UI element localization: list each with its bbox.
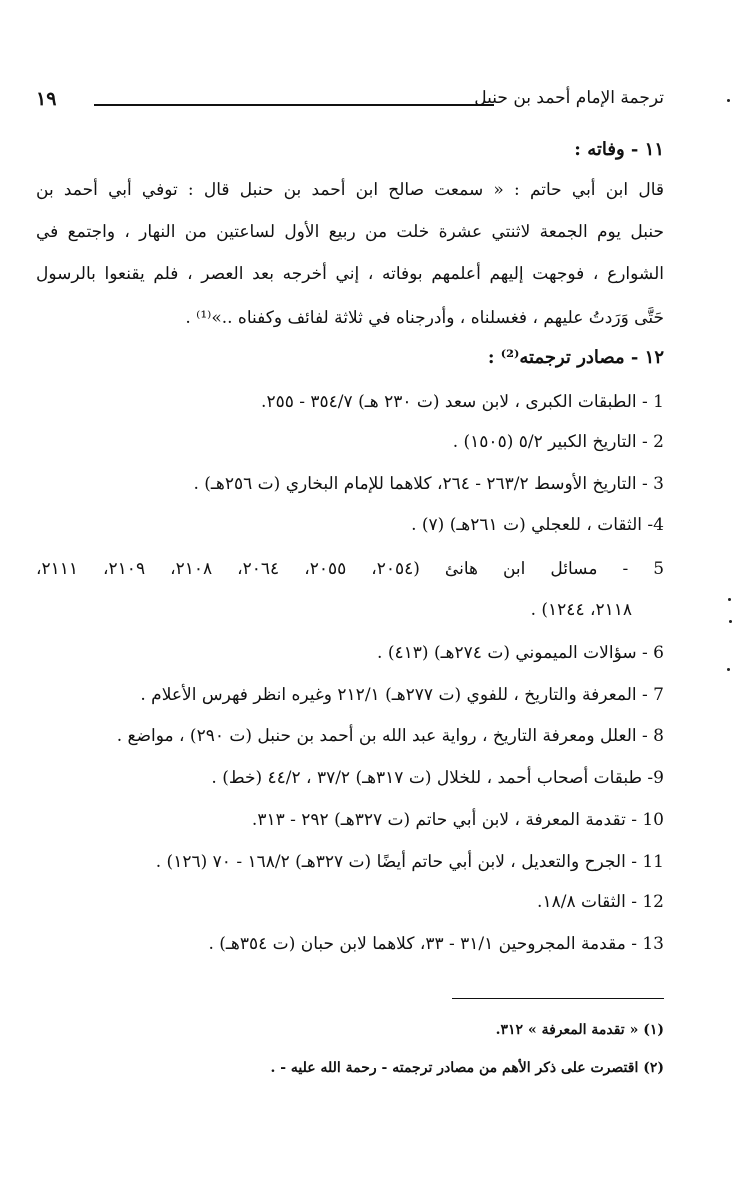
source-item: 4- الثقات ، للعجلي (ت ٢٦١هـ) (٧) . xyxy=(411,515,664,535)
source-item: 13 - مقدمة المجروحين ٣١/١ - ٣٣، كلاهما لابن حبان (ت ٣٥٤هـ) . xyxy=(208,934,664,954)
source-item: 5 - مسائل ابن هانئ (٢٠٥٤، ٢٠٥٥، ٢٠٦٤، ٢١٠٨، ٢١٠٩، ٢١١١، xyxy=(36,559,665,579)
source-item: 1 - الطبقات الكبرى ، لابن سعد (ت ٢٣٠ هـ) ٣٥٤/٧ - ٢٥٥. xyxy=(261,392,664,412)
source-item: 6 - سؤالات الميموني (ت ٢٧٤هـ) (٤١٣) . xyxy=(377,643,664,663)
section-11-line: حنبل يوم الجمعة لاثنتي عشرة خلت من ربيع الأول لساعتين من النهار ، واجتمع في xyxy=(36,222,664,242)
page-number: ١٩ xyxy=(36,88,57,110)
source-item: 9- طبقات أصحاب أحمد ، للخلال (ت ٣١٧هـ) ٣٧/٢ ، ٤٤/٢ (خط) . xyxy=(211,768,664,788)
section-11-heading: ١١ - وفاته : xyxy=(574,139,664,160)
section-11-line: قال ابن أبي حاتم : « سمعت صالح ابن أحمد بن حنبل قال : توفي أبي أحمد بن xyxy=(36,180,664,200)
source-item-continuation: ٢١١٨، ١٢٤٤) . xyxy=(530,600,632,620)
header-rule xyxy=(94,104,494,106)
source-item: 11 - الجرح والتعديل ، لابن أبي حاتم أيضًا (ت ٣٢٧هـ) ١٦٨/٢ - ٧٠ (١٢٦) . xyxy=(155,852,664,872)
source-item: 2 - التاريخ الكبير ٥/٢ (١٥٠٥) . xyxy=(452,432,664,452)
source-item: 10 - تقدمة المعرفة ، لابن أبي حاتم (ت ٣٢٧هـ) ٢٩٢ - ٣١٣. xyxy=(251,810,664,830)
source-item: 12 - الثقات ١٨/٨. xyxy=(537,892,664,912)
section-11-line: حَتَّى وَرَدتُ عليهم ، فغسلناه ، وأدرجناه في ثلاثة لفائف وكفناه ..»⁽¹⁾ . xyxy=(185,308,664,328)
section-12-heading: ١٢ - مصادر ترجمته⁽²⁾ : xyxy=(487,347,664,368)
source-item: 8 - العلل ومعرفة التاريخ ، رواية عبد الله بن أحمد بن حنبل (ت ٢٩٠) ، مواضع . xyxy=(116,726,664,746)
footnote: (٢) اقتصرت على ذكر الأهم من مصادر ترجمته - رحمة الله عليه - . xyxy=(270,1060,664,1076)
page-header xyxy=(36,88,664,118)
source-item: 3 - التاريخ الأوسط ٢٦٣/٢ - ٢٦٤، كلاهما للإمام البخاري (ت ٢٥٦هـ) . xyxy=(193,474,664,494)
footnote-rule xyxy=(452,998,664,999)
source-item: 7 - المعرفة والتاريخ ، للفوي (ت ٢٧٧هـ) ٢١٢/١ وغيره انظر فهرس الأعلام . xyxy=(140,685,664,705)
section-11-line: الشوارع ، فوجهت إليهم أعلمهم بوفاته ، إني أخرجه بعد العصر ، فلم يقنعوا بالرسول xyxy=(36,264,664,284)
running-title: ترجمة الإمام أحمد بن حنبل xyxy=(474,88,664,108)
footnote: (١) « تقدمة المعرفة » ٣١٢. xyxy=(495,1022,664,1038)
